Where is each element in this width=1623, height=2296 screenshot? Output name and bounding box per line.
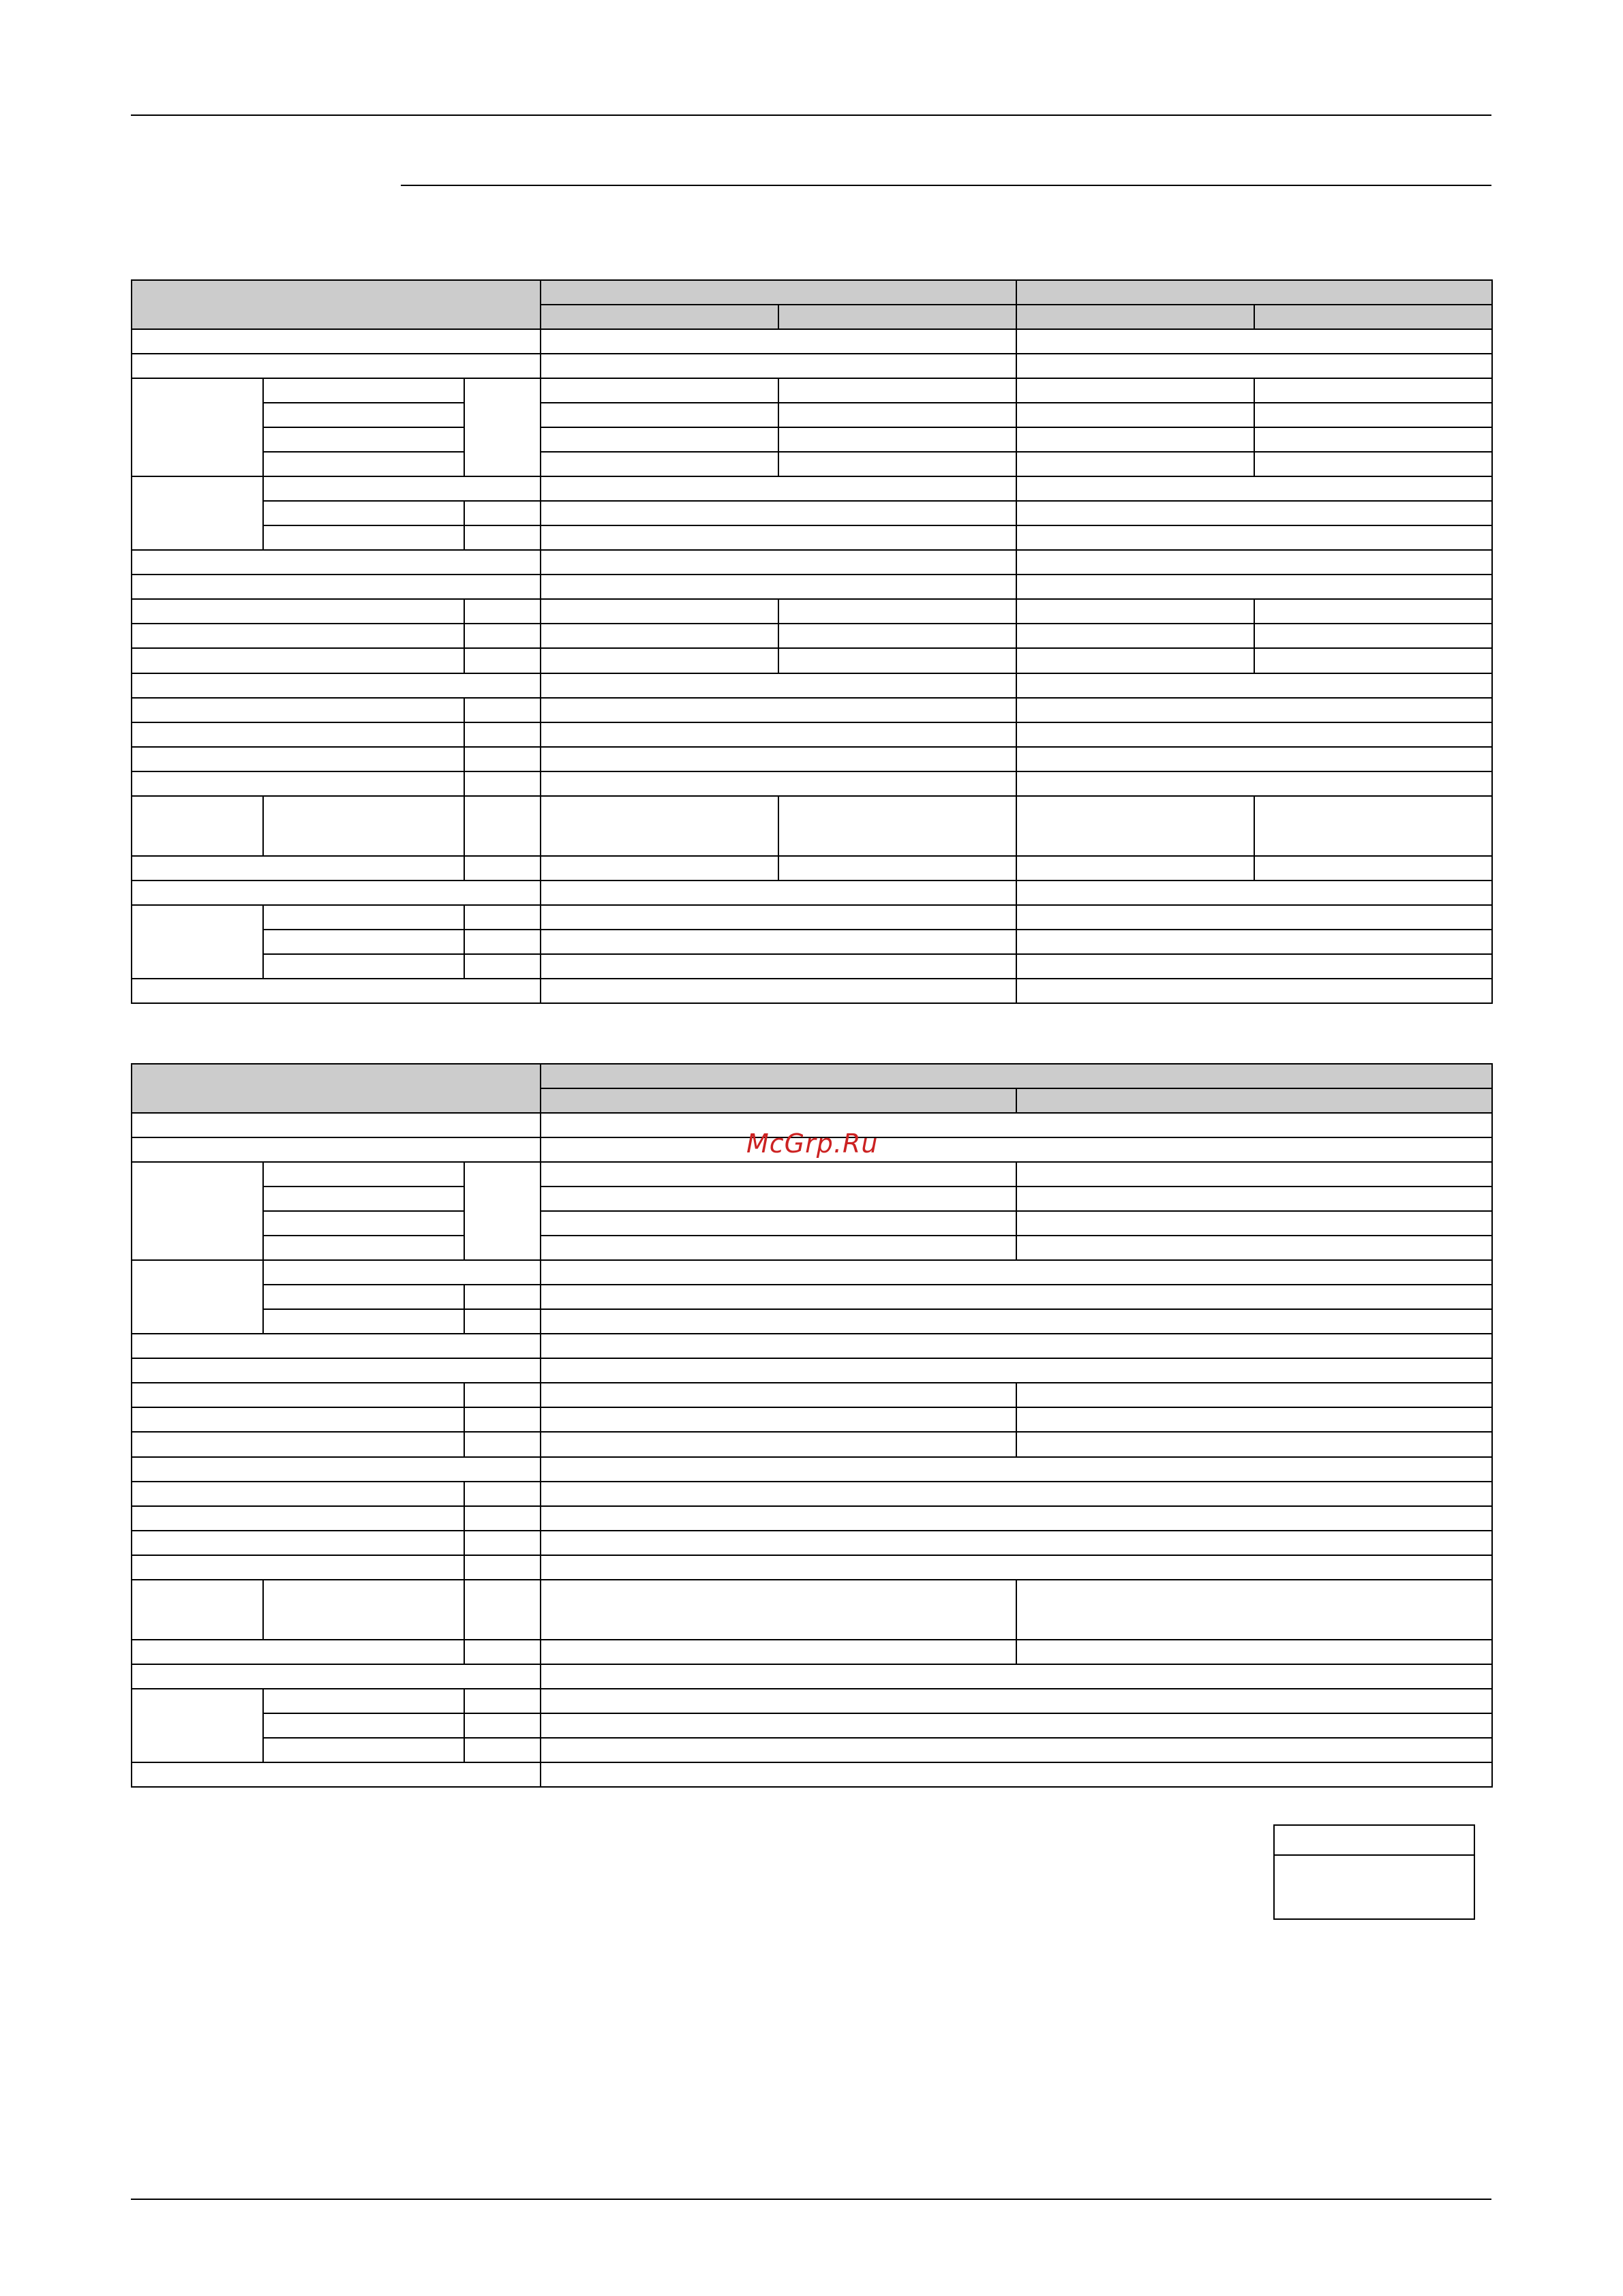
table-row — [132, 501, 1492, 525]
table-row — [132, 930, 1492, 954]
table-row — [132, 1432, 1492, 1456]
header-model-sub2 — [1016, 1088, 1492, 1113]
table-row — [132, 1358, 1492, 1383]
table-row — [132, 1407, 1492, 1432]
spec-table-1 — [131, 279, 1493, 1004]
table-row — [132, 905, 1492, 930]
title-underline — [401, 185, 1491, 186]
table-row — [132, 1309, 1492, 1334]
bottom-rule — [131, 2199, 1491, 2200]
table-row — [132, 1211, 1492, 1236]
header-model-b-sub1 — [1016, 305, 1254, 329]
table-row — [132, 722, 1492, 747]
table-row — [132, 1531, 1492, 1555]
table-row — [132, 1689, 1492, 1713]
table-row — [132, 881, 1492, 905]
legend-box-header — [1275, 1826, 1474, 1856]
table-row — [132, 575, 1492, 599]
table-row — [132, 1457, 1492, 1482]
table-row — [132, 427, 1492, 452]
table-row — [132, 1285, 1492, 1309]
table-row — [132, 624, 1492, 648]
table-row — [132, 856, 1492, 881]
header-model-b — [1016, 280, 1492, 305]
table-row — [132, 648, 1492, 673]
table-row — [132, 1383, 1492, 1407]
table-row — [132, 525, 1492, 550]
table-row — [132, 1713, 1492, 1738]
header-model-sub1 — [541, 1088, 1016, 1113]
top-rule — [131, 114, 1491, 116]
table-row — [132, 1555, 1492, 1580]
table-row — [132, 1738, 1492, 1762]
table-row — [132, 354, 1492, 378]
table-row — [132, 698, 1492, 722]
table-row — [132, 1762, 1492, 1787]
table-row — [132, 403, 1492, 427]
header-model-a-sub1 — [541, 305, 778, 329]
table-row — [132, 979, 1492, 1003]
table-row — [132, 1334, 1492, 1358]
table-row — [132, 378, 1492, 403]
table-row — [132, 1187, 1492, 1211]
table-row — [132, 673, 1492, 698]
header-model — [541, 1064, 1492, 1088]
header-item-cell — [132, 1064, 541, 1113]
table-row — [132, 954, 1492, 979]
header-model-a — [541, 280, 1016, 305]
table-row — [132, 1482, 1492, 1506]
table-row — [132, 599, 1492, 624]
table-row — [132, 550, 1492, 575]
table-row — [132, 1580, 1492, 1640]
header-model-a-sub2 — [778, 305, 1016, 329]
table-row — [132, 1236, 1492, 1260]
table-row — [132, 1664, 1492, 1689]
table-row — [132, 329, 1492, 354]
table-row — [132, 452, 1492, 476]
table-row — [132, 1260, 1492, 1285]
table-row — [132, 796, 1492, 856]
watermark-text: McGrp.Ru — [746, 1129, 879, 1159]
table-row — [132, 771, 1492, 796]
table-row — [132, 1506, 1492, 1531]
header-model-b-sub2 — [1254, 305, 1492, 329]
spec-table-2 — [131, 1063, 1493, 1788]
header-item-cell — [132, 280, 541, 329]
table-row — [132, 476, 1492, 501]
table-row — [132, 1640, 1492, 1664]
legend-box — [1273, 1824, 1475, 1920]
table-row — [132, 747, 1492, 771]
table-row — [132, 1162, 1492, 1187]
